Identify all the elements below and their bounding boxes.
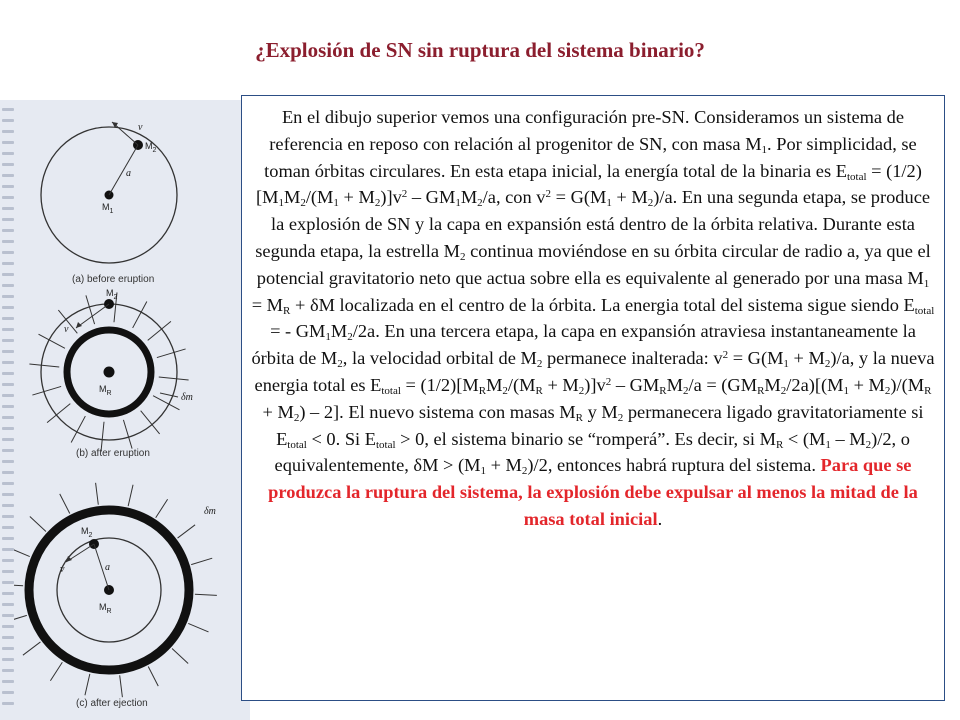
text-segment: )/a. En una segunda etapa, se produce la explosión de SN y la capa en expansión está dentro de la órbita relativa. Durante esta segunda etapa, la estrella M — [255, 187, 931, 261]
scan-text-line — [2, 361, 14, 364]
shell-ray — [195, 594, 217, 595]
text-segment: M — [764, 374, 781, 395]
text-segment: /(M — [507, 374, 536, 395]
text-segment: continua moviéndose en su órbita circular de radio a, ya que el potencial gravitatorio neto que actua sobre ella es equivalente al generado por una masa M — [256, 240, 931, 288]
text-segment: 2 — [502, 384, 508, 397]
text-segment: = - GM — [270, 321, 326, 342]
text-segment: M — [460, 187, 478, 208]
label-m1: $M_1$ — [102, 202, 114, 215]
text-segment: 1 — [761, 143, 768, 156]
text-segment: 1 — [278, 197, 284, 210]
text-segment: + M — [611, 187, 648, 208]
scan-text-line — [2, 262, 14, 265]
text-segment: < 0. Si E — [306, 428, 376, 449]
text-segment: 2 — [347, 331, 353, 344]
shell-ray — [159, 377, 189, 380]
scan-text-line — [2, 680, 14, 683]
panel-c — [14, 483, 217, 709]
text-segment: /a, con v — [482, 187, 546, 208]
text-segment: 2 — [647, 197, 654, 210]
scan-text-line — [2, 647, 14, 650]
text-segment: > 0, el sistema binario se “romperá”. Es decir, si M — [395, 428, 776, 449]
text-segment: )/(M — [890, 374, 925, 395]
text-segment: permanecera ligado gravitatoriamente si E — [276, 401, 924, 449]
scan-text-line — [2, 130, 14, 133]
shell-ray — [85, 674, 90, 695]
scan-text-line — [2, 372, 14, 375]
shell-ray — [32, 386, 61, 395]
text-segment: 1 — [783, 358, 789, 371]
text-segment: 2 — [536, 358, 543, 371]
scan-text-line — [2, 229, 14, 232]
scan-text-line — [2, 548, 14, 551]
scan-text-line — [2, 273, 14, 276]
scan-text-line — [2, 438, 14, 441]
text-segment: total — [287, 438, 307, 451]
text-segment: – GM — [611, 374, 660, 395]
text-segment: + M — [848, 374, 885, 395]
label-v: v — [64, 324, 69, 335]
scan-text-line — [2, 350, 14, 353]
scan-text-line — [2, 339, 14, 342]
text-segment: + M — [542, 374, 579, 395]
caption-a: (a) before eruption — [72, 274, 155, 285]
text-segment: + δM localizada en el centro de la órbita. La energia total del sistema sigue siendo E — [290, 294, 915, 315]
velocity-arrowhead — [76, 322, 82, 328]
shell-ray — [29, 364, 59, 367]
caption-b: (b) after eruption — [76, 448, 150, 459]
text-segment: /a = (GM — [688, 374, 758, 395]
text-segment: M — [330, 321, 348, 342]
text-segment: 2 — [722, 349, 729, 362]
text-segment: + M — [788, 348, 825, 369]
text-segment: 1 — [480, 465, 486, 478]
scan-text-line — [2, 196, 14, 199]
scan-text-line — [2, 603, 14, 606]
text-segment: 2 — [884, 384, 891, 397]
scan-text-line — [2, 515, 14, 518]
shell-ray — [188, 623, 208, 632]
text-segment: . — [657, 508, 663, 529]
text-segment: total — [914, 304, 935, 317]
scan-text-line — [2, 306, 14, 309]
shell-ray — [156, 499, 168, 517]
scan-text-line — [2, 394, 14, 397]
scan-text-line — [2, 383, 14, 386]
text-segment: R — [924, 384, 932, 397]
shell-ray — [128, 485, 133, 506]
text-segment: 2 — [293, 411, 300, 424]
shell-ray — [14, 548, 30, 557]
text-segment: + M — [485, 455, 522, 476]
text-segment: 2 — [521, 465, 528, 478]
explanation-textbox — [241, 95, 945, 701]
text-segment: R — [283, 304, 291, 317]
text-segment: R — [575, 411, 583, 424]
text-segment: 2 — [460, 250, 466, 263]
scan-text-line — [2, 405, 14, 408]
text-segment: 2 — [865, 438, 872, 451]
shell-ray — [178, 525, 196, 538]
label-m2: $M_2$ — [106, 288, 118, 301]
label-mr: $M_R$ — [99, 602, 112, 615]
text-segment: 1 — [333, 197, 339, 210]
scan-text-line — [2, 185, 14, 188]
text-segment: 2 — [374, 197, 381, 210]
scan-text-line — [2, 416, 14, 419]
scan-text-line — [2, 669, 14, 672]
label-dm: δm — [181, 392, 193, 403]
shell-ray — [172, 649, 188, 664]
label-v: v — [60, 564, 65, 575]
shell-ray — [23, 642, 41, 655]
separation-line — [109, 145, 138, 195]
text-segment: total — [846, 170, 867, 183]
scan-text-line — [2, 163, 14, 166]
scan-text-line — [2, 207, 14, 210]
text-segment: permanece inalterada: v — [542, 348, 723, 369]
text-segment: y M — [583, 401, 618, 422]
shell-ray — [30, 517, 46, 532]
text-segment: 1 — [455, 197, 461, 210]
text-segment: R — [775, 438, 784, 451]
scan-text-line — [2, 570, 14, 573]
text-segment: 2 — [578, 384, 585, 397]
star-mr — [104, 367, 115, 378]
panel-a — [41, 122, 177, 285]
text-segment: M — [486, 374, 503, 395]
label-mr: $M_R$ — [99, 384, 112, 397]
text-segment: . Por simplicidad, se toman órbitas circulares. En esta etapa inicial, la energía total de la binaria es E — [264, 133, 917, 181]
text-segment: )]v — [584, 374, 606, 395]
text-segment: 1 — [923, 277, 930, 290]
label-dm: δm — [204, 506, 216, 517]
label-m2: $M_2$ — [81, 526, 93, 539]
text-segment: /(M — [305, 187, 334, 208]
scan-text-line — [2, 218, 14, 221]
panel-b — [29, 288, 192, 459]
label-m2: $M_2$ — [145, 141, 157, 154]
scan-text-line — [2, 449, 14, 452]
text-segment: + M — [338, 187, 375, 208]
text-segment: = M — [251, 294, 284, 315]
scan-text-line — [2, 614, 14, 617]
text-segment: = (1/2)[M — [400, 374, 479, 395]
scan-text-line — [2, 284, 14, 287]
scan-text-line — [2, 240, 14, 243]
text-segment: = (1/2)[M — [255, 160, 922, 208]
scan-text-line — [2, 152, 14, 155]
velocity-arrow — [76, 304, 109, 328]
scan-text-line — [2, 537, 14, 540]
text-segment: 2 — [477, 197, 483, 210]
text-segment: 2 — [780, 384, 787, 397]
text-segment: En el dibujo superior vemos una configuración pre-SN. Consideramos un sistema de referencia en reposo con relación al progenitor de SN, con masa M — [269, 107, 905, 154]
text-segment: = G(M — [728, 348, 784, 369]
text-segment: 2 — [824, 358, 831, 371]
scan-text-line — [2, 317, 14, 320]
text-segment: R — [659, 384, 667, 397]
scan-text-line — [2, 691, 14, 694]
scan-text-line — [2, 482, 14, 485]
scan-text-line — [2, 108, 14, 111]
text-segment: total — [376, 438, 396, 451]
scan-text-line — [2, 141, 14, 144]
scan-text-line — [2, 328, 14, 331]
shell-ray — [157, 349, 186, 358]
text-segment: < (M — [783, 428, 826, 449]
scan-text-line — [2, 559, 14, 562]
scan-text-line — [2, 625, 14, 628]
text-segment: , la velocidad orbital de M — [342, 348, 537, 369]
scan-text-line — [2, 592, 14, 595]
scan-text-line — [2, 702, 14, 705]
text-segment: 2 — [337, 358, 343, 371]
text-segment: 1 — [606, 197, 612, 210]
text-segment: 2 — [545, 188, 551, 201]
shell-ray — [148, 667, 158, 687]
scan-text-line — [2, 174, 14, 177]
caption-c: (c) after ejection — [76, 698, 148, 709]
text-segment: )/2, entonces habrá ruptura del sistema. — [527, 455, 821, 476]
shell-ray — [14, 585, 23, 586]
scan-text-line — [2, 471, 14, 474]
shell-ray — [96, 483, 99, 505]
text-segment: 1 — [825, 438, 831, 451]
scan-text-line — [2, 460, 14, 463]
text-segment: 1 — [325, 331, 331, 344]
text-segment: )/2, o equivalentemente, δM > (M — [274, 428, 910, 476]
text-segment: R — [757, 384, 765, 397]
shell-ray — [14, 615, 27, 621]
text-segment: 2 — [401, 188, 408, 201]
scan-text-line — [2, 658, 14, 661]
label-v: v — [138, 122, 143, 133]
text-segment: /2a. En una tercera etapa, la capa en expansión atraviesa instantaneamente la órbita de M — [251, 321, 916, 369]
shell-ray — [60, 494, 70, 514]
text-segment: 1 — [843, 384, 849, 397]
text-segment: )/a, y la nueva energia total es E — [254, 348, 935, 395]
text-segment: – M — [830, 428, 866, 449]
shell-ray — [123, 420, 132, 449]
scan-text-line — [2, 504, 14, 507]
text-segment: – GM — [407, 187, 456, 208]
shell-ray — [120, 675, 123, 697]
scan-text-line — [2, 636, 14, 639]
binary-orbit-figure — [14, 100, 250, 720]
scan-text-line — [2, 581, 14, 584]
scan-text-line — [2, 119, 14, 122]
scan-text-line — [2, 251, 14, 254]
text-segment: M — [666, 374, 683, 395]
shell-ray — [191, 558, 212, 564]
scan-text-line — [2, 526, 14, 529]
text-segment: total — [381, 384, 401, 397]
dm-arrow — [160, 393, 178, 397]
text-segment: R — [535, 384, 543, 397]
scan-text-line — [2, 295, 14, 298]
text-segment: + M — [262, 401, 294, 422]
explanation-text — [250, 104, 936, 533]
scan-text-line — [2, 427, 14, 430]
text-segment: ) – 2]. El nuevo sistema con masas M — [299, 401, 576, 422]
conclusion-highlight: Para que se produzca la ruptura del sistema, la explosión debe expulsar al menos la mitad de la masa total inicial — [268, 455, 918, 529]
text-segment: M — [283, 187, 301, 208]
text-segment: 2 — [300, 197, 306, 210]
text-segment: 2 — [682, 384, 689, 397]
shell-ray — [50, 662, 62, 680]
text-segment: 2 — [605, 375, 612, 388]
label-a: a — [105, 562, 110, 573]
label-a: a — [126, 168, 131, 179]
text-segment: = G(M — [551, 187, 607, 208]
text-segment: )]v — [380, 187, 402, 208]
scan-text-line — [2, 493, 14, 496]
text-segment: 2 — [617, 411, 624, 424]
text-segment: /2a)[(M — [786, 374, 844, 395]
slide-title: ¿Explosión de SN sin ruptura del sistema binario? — [255, 38, 705, 62]
text-segment: R — [478, 384, 487, 397]
